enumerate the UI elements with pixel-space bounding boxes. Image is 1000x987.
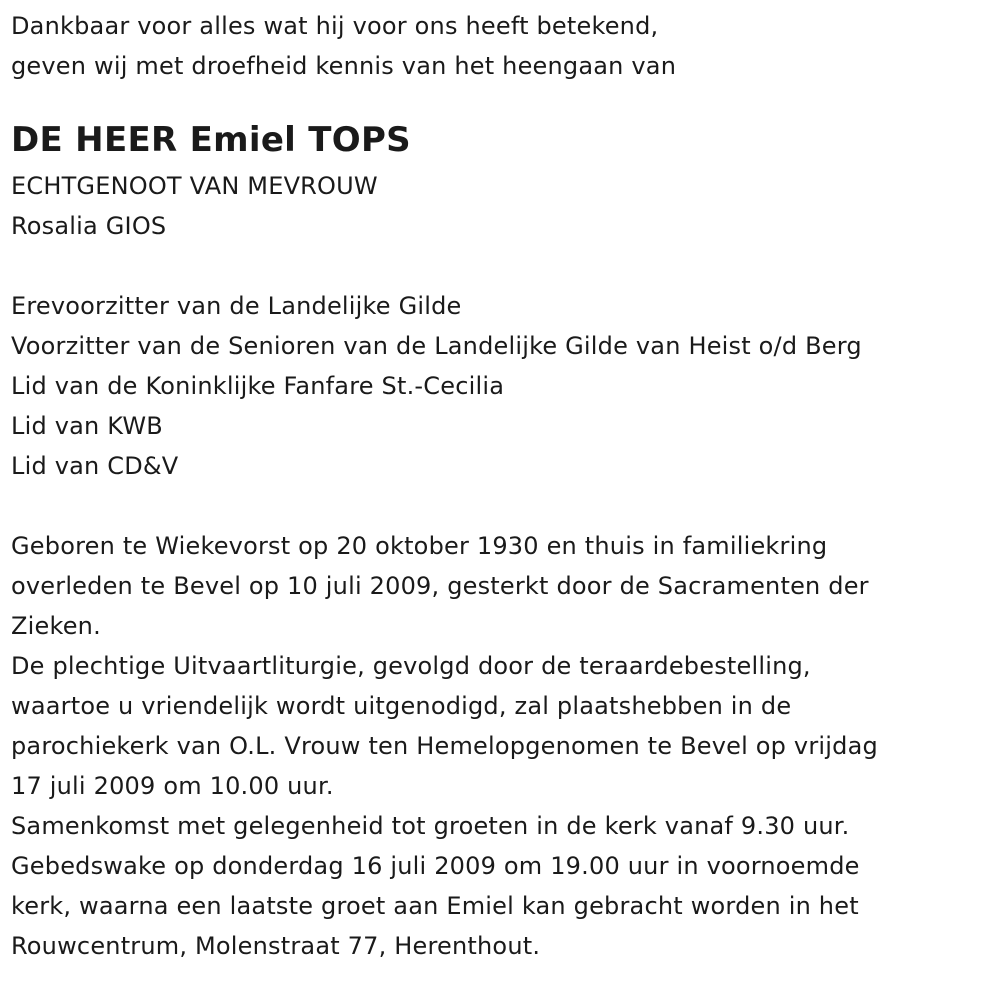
- details-line: Geboren te Wiekevorst op 20 oktober 1930 en thuis in familiekring: [11, 532, 828, 560]
- spacer: [11, 246, 991, 286]
- details-line: overleden te Bevel op 10 juli 2009, gesterkt door de Sacramenten der: [11, 572, 869, 600]
- details-line: parochiekerk van O.L. Vrouw ten Hemelopgenomen te Bevel op vrijdag: [11, 732, 878, 760]
- details-line: De plechtige Uitvaartliturgie, gevolgd door de teraardebestelling,: [11, 652, 811, 680]
- intro-line: Dankbaar voor alles wat hij voor ons heeft betekend,: [11, 12, 659, 40]
- membership-item: Lid van de Koninklijke Fanfare St.-Cecilia: [11, 372, 505, 400]
- details-line: 17 juli 2009 om 10.00 uur.: [11, 772, 334, 800]
- spouse-title: ECHTGENOOT VAN MEVROUW: [11, 172, 378, 200]
- membership-item: Lid van CD&V: [11, 452, 179, 480]
- membership-item: Erevoorzitter van de Landelijke Gilde: [11, 292, 462, 320]
- membership-item: Lid van KWB: [11, 412, 163, 440]
- details-line: Rouwcentrum, Molenstraat 77, Herenthout.: [11, 932, 541, 960]
- death-notice: [11, 6, 991, 966]
- memberships-list: [11, 286, 991, 486]
- details-line: waartoe u vriendelijk wordt uitgenodigd, zal plaatshebben in de: [11, 692, 792, 720]
- details-line: Zieken.: [11, 612, 101, 640]
- intro-text: [11, 6, 991, 86]
- details-line: Gebedswake op donderdag 16 juli 2009 om 19.00 uur in voornoemde: [11, 852, 860, 880]
- intro-line: geven wij met droefheid kennis van het heengaan van: [11, 52, 677, 80]
- membership-item: Voorzitter van de Senioren van de Landelijke Gilde van Heist o/d Berg: [11, 332, 862, 360]
- spouse-name: Rosalia GIOS: [11, 212, 167, 240]
- deceased-block: [11, 118, 991, 246]
- details-line: Samenkomst met gelegenheid tot groeten in de kerk vanaf 9.30 uur.: [11, 812, 850, 840]
- spacer: [11, 486, 991, 526]
- deceased-name: DE HEER Emiel TOPS: [11, 120, 411, 160]
- details-line: kerk, waarna een laatste groet aan Emiel kan gebracht worden in het: [11, 892, 859, 920]
- spacer: [11, 86, 991, 118]
- details-text: [11, 526, 991, 966]
